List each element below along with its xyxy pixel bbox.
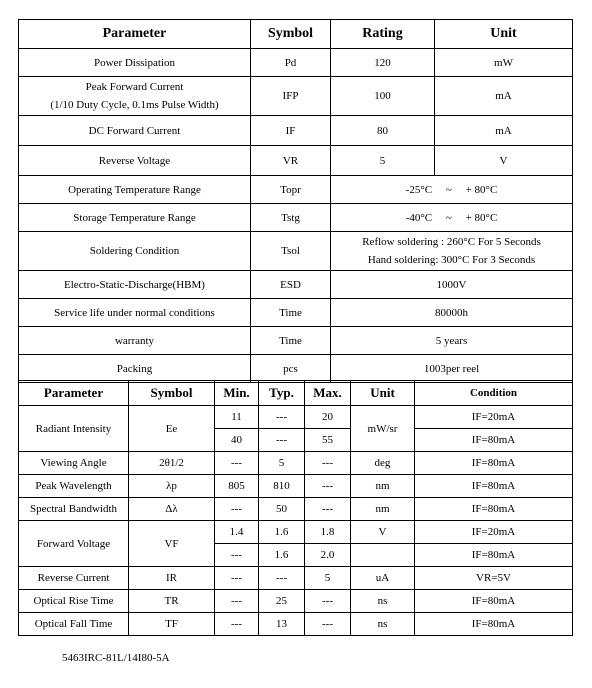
soldering-hand: Hand soldering: 300°C For 3 Seconds	[367, 254, 536, 266]
max-cell: 55	[305, 429, 351, 452]
symbol-cell: IFP	[251, 77, 331, 116]
param-cell: Storage Temperature Range	[19, 204, 251, 232]
typ-cell: 1.6	[259, 521, 305, 544]
min-cell: ---	[215, 498, 259, 521]
table-row	[19, 116, 573, 146]
typ-cell: ---	[259, 567, 305, 590]
symbol-cell: VF	[129, 521, 215, 567]
unit-cell: mW/sr	[351, 406, 415, 452]
unit-cell: V	[435, 146, 573, 176]
min-cell: ---	[215, 452, 259, 475]
unit-cell: mA	[435, 116, 573, 146]
max-cell: 5	[305, 567, 351, 590]
header-rating: Rating	[331, 20, 435, 49]
max-cell: 2.0	[305, 544, 351, 567]
unit-cell: ns	[351, 613, 415, 636]
condition-cell: IF=80mA	[415, 544, 573, 567]
table-row	[19, 232, 573, 271]
min-cell: ---	[215, 590, 259, 613]
symbol-cell: Topr	[251, 176, 331, 204]
table-row	[19, 406, 573, 429]
condition-cell: IF=20mA	[415, 521, 573, 544]
header-parameter: Parameter	[19, 20, 251, 49]
unit-cell: deg	[351, 452, 415, 475]
param-cell: Service life under normal conditions	[19, 299, 251, 327]
param-cell: Power Dissipation	[19, 49, 251, 77]
typ-cell: ---	[259, 429, 305, 452]
min-cell: 40	[215, 429, 259, 452]
range-separator: ~	[445, 183, 452, 196]
max-cell: 1.8	[305, 521, 351, 544]
header-symbol: Symbol	[129, 381, 215, 406]
max-cell: ---	[305, 452, 351, 475]
condition-cell: IF=80mA	[415, 498, 573, 521]
max-cell: 20	[305, 406, 351, 429]
min-cell: 1.4	[215, 521, 259, 544]
symbol-cell: 2θ1/2	[129, 452, 215, 475]
param-cell	[19, 77, 251, 116]
value-cell: 1003per reel	[331, 355, 573, 383]
param-cell: DC Forward Current	[19, 116, 251, 146]
typ-cell: 810	[259, 475, 305, 498]
header-condition: Condition	[415, 381, 573, 406]
table-row	[19, 567, 573, 590]
table-row	[19, 327, 573, 355]
typ-cell: 1.6	[259, 544, 305, 567]
typ-cell: 5	[259, 452, 305, 475]
table-row	[19, 49, 573, 77]
param-cell: Electro-Static-Discharge(HBM)	[19, 271, 251, 299]
table-row	[19, 498, 573, 521]
unit-cell: mW	[435, 49, 573, 77]
range-from: -25°C	[405, 183, 433, 196]
table-row	[19, 475, 573, 498]
symbol-cell: Tstg	[251, 204, 331, 232]
rating-cell: 100	[331, 77, 435, 116]
symbol-cell: Δλ	[129, 498, 215, 521]
table-header-row	[19, 20, 573, 49]
table-row	[19, 271, 573, 299]
header-symbol: Symbol	[251, 20, 331, 49]
condition-cell: IF=80mA	[415, 590, 573, 613]
unit-cell	[351, 544, 415, 567]
param-cell: Reverse Voltage	[19, 146, 251, 176]
max-cell: ---	[305, 590, 351, 613]
range-from: -40°C	[405, 211, 433, 224]
header-min: Min.	[215, 381, 259, 406]
unit-cell: mA	[435, 77, 573, 116]
param-line: Peak Forward Current	[85, 81, 184, 93]
symbol-cell: VR	[251, 146, 331, 176]
param-cell: Reverse Current	[19, 567, 129, 590]
param-cell: Operating Temperature Range	[19, 176, 251, 204]
unit-cell: nm	[351, 475, 415, 498]
absolute-ratings-table	[18, 19, 573, 383]
typ-cell: ---	[259, 406, 305, 429]
table-row	[19, 521, 573, 544]
table-header-row	[19, 381, 573, 406]
condition-cell: IF=80mA	[415, 613, 573, 636]
soldering-cell	[331, 232, 573, 271]
typ-cell: 13	[259, 613, 305, 636]
value-cell: 5 years	[331, 327, 573, 355]
rating-cell: 5	[331, 146, 435, 176]
header-unit: Unit	[351, 381, 415, 406]
max-cell: ---	[305, 475, 351, 498]
header-unit: Unit	[435, 20, 573, 49]
unit-cell: ns	[351, 590, 415, 613]
symbol-cell: Pd	[251, 49, 331, 77]
symbol-cell: IR	[129, 567, 215, 590]
typ-cell: 50	[259, 498, 305, 521]
soldering-reflow: Reflow soldering : 260°C For 5 Seconds	[362, 236, 541, 248]
table-row	[19, 77, 573, 116]
param-cell: Soldering Condition	[19, 232, 251, 271]
param-line: (1/10 Duty Cycle, 0.1ms Pulse Width)	[50, 99, 219, 111]
value-cell: 80000h	[331, 299, 573, 327]
condition-cell: IF=80mA	[415, 452, 573, 475]
symbol-cell: TF	[129, 613, 215, 636]
symbol-cell: Time	[251, 327, 331, 355]
symbol-cell: λp	[129, 475, 215, 498]
table-row	[19, 299, 573, 327]
min-cell: ---	[215, 544, 259, 567]
param-cell: Optical Rise Time	[19, 590, 129, 613]
unit-cell: V	[351, 521, 415, 544]
param-cell: Peak Wavelength	[19, 475, 129, 498]
rating-cell: 80	[331, 116, 435, 146]
table-row	[19, 146, 573, 176]
range-cell	[331, 176, 573, 204]
symbol-cell: Tsol	[251, 232, 331, 271]
header-parameter: Parameter	[19, 381, 129, 406]
symbol-cell: Ee	[129, 406, 215, 452]
range-cell	[331, 204, 573, 232]
value-cell: 1000V	[331, 271, 573, 299]
range-to: + 80°C	[465, 211, 498, 224]
condition-cell: IF=80mA	[415, 475, 573, 498]
symbol-cell: Time	[251, 299, 331, 327]
condition-cell: IF=80mA	[415, 429, 573, 452]
condition-cell: VR=5V	[415, 567, 573, 590]
table-row	[19, 452, 573, 475]
table-row	[19, 613, 573, 636]
param-cell: Radiant Intensity	[19, 406, 129, 452]
characteristics-table	[18, 380, 573, 636]
param-cell: Spectral Bandwidth	[19, 498, 129, 521]
unit-cell: uA	[351, 567, 415, 590]
symbol-cell: TR	[129, 590, 215, 613]
param-cell: Optical Fall Time	[19, 613, 129, 636]
table-row	[19, 590, 573, 613]
unit-cell: nm	[351, 498, 415, 521]
table-row	[19, 355, 573, 383]
table-row	[19, 176, 573, 204]
part-number-footer: 5463IRC-81L/14I80-5A	[62, 652, 170, 664]
symbol-cell: ESD	[251, 271, 331, 299]
header-max: Max.	[305, 381, 351, 406]
header-typ: Typ.	[259, 381, 305, 406]
param-cell: warranty	[19, 327, 251, 355]
min-cell: 805	[215, 475, 259, 498]
typ-cell: 25	[259, 590, 305, 613]
max-cell: ---	[305, 498, 351, 521]
symbol-cell: IF	[251, 116, 331, 146]
min-cell: 11	[215, 406, 259, 429]
rating-cell: 120	[331, 49, 435, 77]
param-cell: Packing	[19, 355, 251, 383]
param-cell: Forward Voltage	[19, 521, 129, 567]
condition-cell: IF=20mA	[415, 406, 573, 429]
table-row	[19, 204, 573, 232]
max-cell: ---	[305, 613, 351, 636]
min-cell: ---	[215, 567, 259, 590]
min-cell: ---	[215, 613, 259, 636]
range-separator: ~	[445, 211, 452, 224]
range-to: + 80°C	[465, 183, 498, 196]
symbol-cell: pcs	[251, 355, 331, 383]
param-cell: Viewing Angle	[19, 452, 129, 475]
